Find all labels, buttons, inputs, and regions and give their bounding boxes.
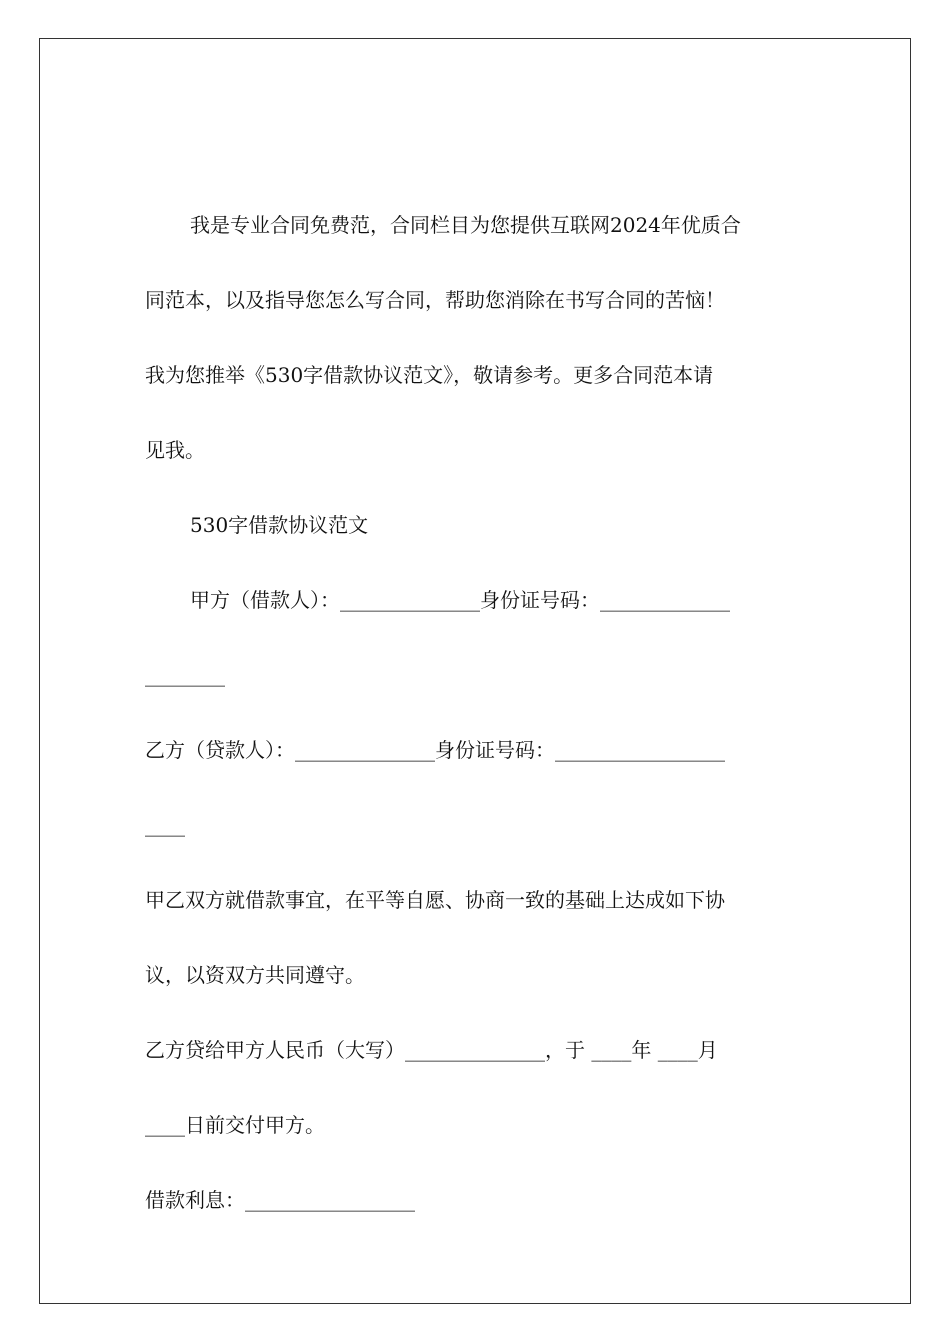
agreement-title: 530字借款协议范文 <box>190 513 369 537</box>
party-a-line-cont: ________ <box>145 663 225 687</box>
agreement-clause-1-cont: 议，以资双方共同遵守。 <box>145 963 365 987</box>
loan-amount-line: 乙方贷给甲方人民币（大写）______________，于 ____年 ____月 <box>145 1038 718 1062</box>
party-a-line: 甲方（借款人）：______________身份证号码：_____________ <box>190 588 730 612</box>
intro-line-4: 见我。 <box>145 438 205 462</box>
party-b-line-cont: ____ <box>145 813 185 837</box>
loan-interest-line: 借款利息：_________________ <box>145 1188 415 1212</box>
intro-line-3: 我为您推举《530字借款协议范文》，敬请参考。更多合同范本请 <box>145 363 714 387</box>
loan-amount-line-cont: ____日前交付甲方。 <box>145 1113 325 1137</box>
agreement-clause-1: 甲乙双方就借款事宜，在平等自愿、协商一致的基础上达成如下协 <box>145 888 725 912</box>
intro-line-2: 同范本，以及指导您怎么写合同，帮助您消除在书写合同的苦恼！ <box>145 288 725 312</box>
intro-line-1: 我是专业合同免费范，合同栏目为您提供互联网2024年优质合 <box>190 213 741 237</box>
party-b-line: 乙方（贷款人）：______________身份证号码：_________________ <box>145 738 725 762</box>
